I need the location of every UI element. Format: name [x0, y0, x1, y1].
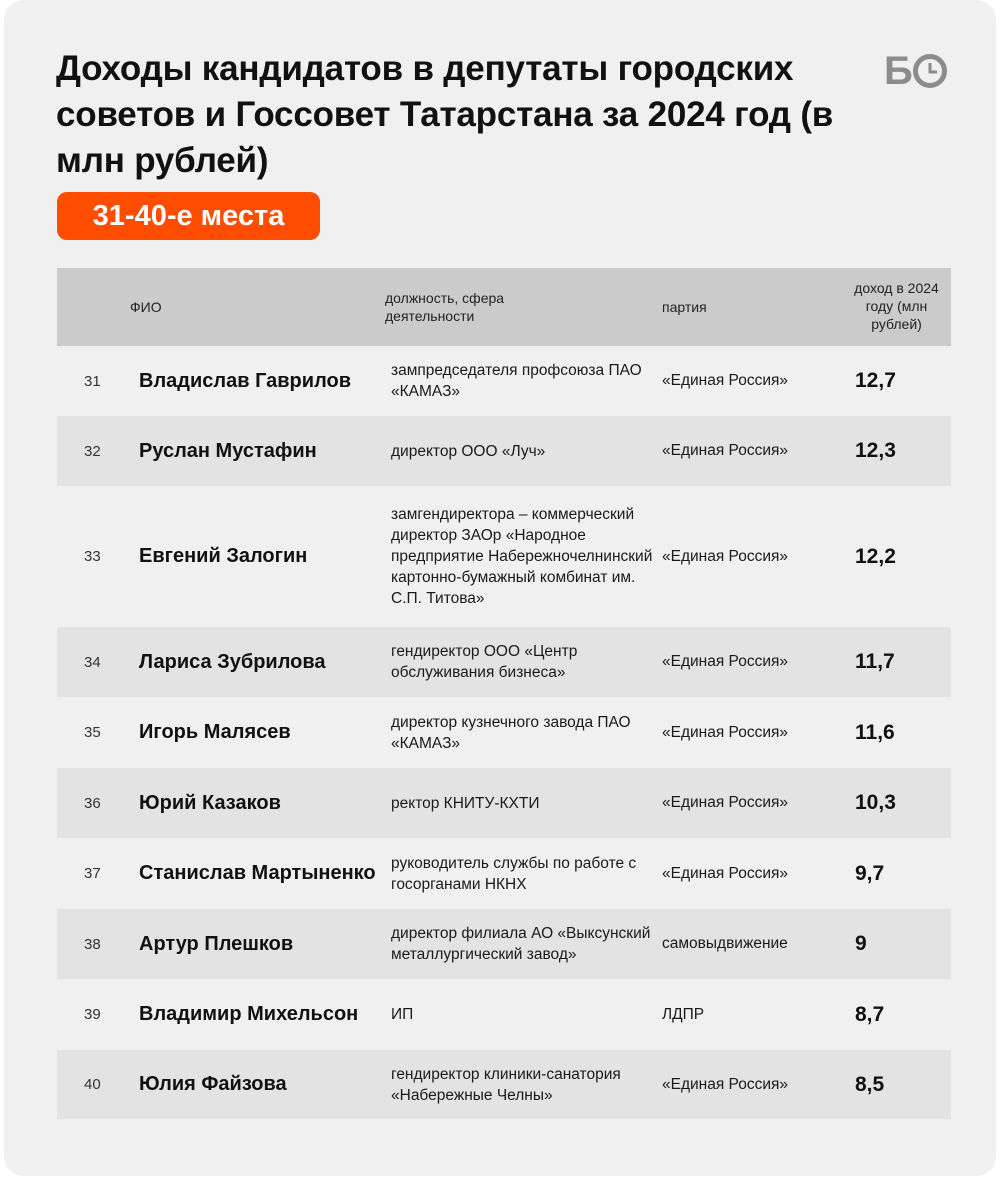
candidate-income: 9,7 — [855, 861, 885, 885]
candidate-name: Игорь Малясев — [139, 721, 291, 743]
row-rank: 36 — [84, 794, 101, 812]
candidate-name: Артур Плешков — [139, 932, 294, 955]
candidate-party: «Единая Россия» — [662, 653, 788, 670]
candidate-income: 12,2 — [855, 544, 896, 568]
row-rank: 31 — [84, 372, 101, 390]
candidate-name: Станислав Мартыненко — [139, 862, 376, 884]
table-header — [57, 268, 951, 346]
table-row — [57, 486, 951, 627]
row-rank: 34 — [84, 653, 101, 671]
rank-range-badge: 31-40-е места — [57, 192, 320, 240]
column-header-party: партия — [662, 299, 707, 315]
table-row — [57, 346, 951, 416]
candidate-income: 10,3 — [855, 791, 896, 814]
candidate-income: 8,5 — [855, 1072, 885, 1096]
candidate-party: «Единая Россия» — [662, 723, 788, 741]
table-row — [57, 768, 951, 838]
candidate-party: ЛДПР — [662, 1005, 705, 1023]
income-table — [57, 268, 951, 1119]
candidate-income: 11,7 — [855, 650, 895, 673]
candidate-name: Лариса Зубрилова — [139, 650, 326, 673]
candidate-party: «Единая Россия» — [662, 372, 788, 389]
candidate-position: ИП — [391, 1006, 414, 1023]
candidate-name: Юлия Файзова — [139, 1073, 287, 1095]
candidate-position: гендиректор ООО «Центр обслуживания бизнеса» — [391, 643, 578, 681]
candidate-party: самовыдвижение — [662, 935, 788, 952]
row-rank: 40 — [84, 1076, 101, 1093]
candidate-position: ректор КНИТУ-КХТИ — [391, 794, 540, 812]
candidate-position: зампредседателя профсоюза ПАО «КАМАЗ» — [391, 362, 642, 400]
candidate-party: «Единая Россия» — [662, 442, 788, 459]
table-row — [57, 979, 951, 1050]
brand-logo — [884, 50, 948, 92]
candidate-income: 8,7 — [855, 1002, 885, 1026]
candidate-party: «Единая Россия» — [662, 1075, 788, 1093]
candidate-position: директор ООО «Луч» — [391, 442, 546, 460]
candidate-income: 9 — [855, 932, 867, 955]
infographic-card — [4, 0, 996, 1176]
candidate-name: Владимир Михельсон — [139, 1003, 359, 1025]
candidate-position: директор филиала АО «Выксунский металлургический завод» — [391, 925, 651, 963]
table-row — [57, 697, 951, 768]
candidate-name: Юрий Казаков — [139, 791, 281, 814]
row-rank: 32 — [84, 442, 101, 460]
candidate-position: гендиректор клиники-санатория «Набережные Челны» — [391, 1065, 621, 1104]
table-row — [57, 909, 951, 979]
candidate-name: Евгений Залогин — [139, 545, 308, 567]
candidate-income: 12,7 — [855, 369, 896, 392]
row-rank: 33 — [84, 548, 101, 565]
row-rank: 38 — [84, 935, 101, 953]
row-rank: 39 — [84, 1006, 101, 1023]
candidate-income: 12,3 — [855, 439, 896, 462]
table-row — [57, 838, 951, 909]
candidate-party: «Единая Россия» — [662, 794, 788, 811]
candidate-name: Руслан Мустафин — [139, 439, 317, 462]
page-title: Доходы кандидатов в депутаты городских советов и Госсовет Татарстана за 2024 год (в млн рублей) — [56, 49, 834, 180]
candidate-position: замгендиректора – коммерческий директор ЗАОр «Народное предприятие Набережночелнинский картонно-бумажный комбинат им. С.П. Титова» — [391, 506, 653, 607]
candidate-party: «Единая Россия» — [662, 547, 788, 565]
clock-icon — [912, 53, 948, 89]
candidate-position: директор кузнечного завода ПАО «КАМАЗ» — [391, 713, 631, 752]
column-header-name: ФИО — [130, 299, 162, 315]
logo-letter: Б — [884, 49, 913, 93]
column-header-income: доход в 2024 году (млн рублей) — [854, 280, 939, 332]
candidate-party: «Единая Россия» — [662, 864, 788, 882]
table-row — [57, 627, 951, 697]
row-rank: 37 — [84, 865, 101, 882]
candidate-position: руководитель службы по работе с госорганами НКНХ — [391, 854, 637, 893]
table-row — [57, 1050, 951, 1119]
table-row — [57, 416, 951, 486]
row-rank: 35 — [84, 724, 101, 741]
candidate-name: Владислав Гаврилов — [139, 369, 352, 392]
candidate-income: 11,6 — [855, 720, 895, 744]
column-header-position: должность, сфера деятельности — [385, 290, 505, 324]
